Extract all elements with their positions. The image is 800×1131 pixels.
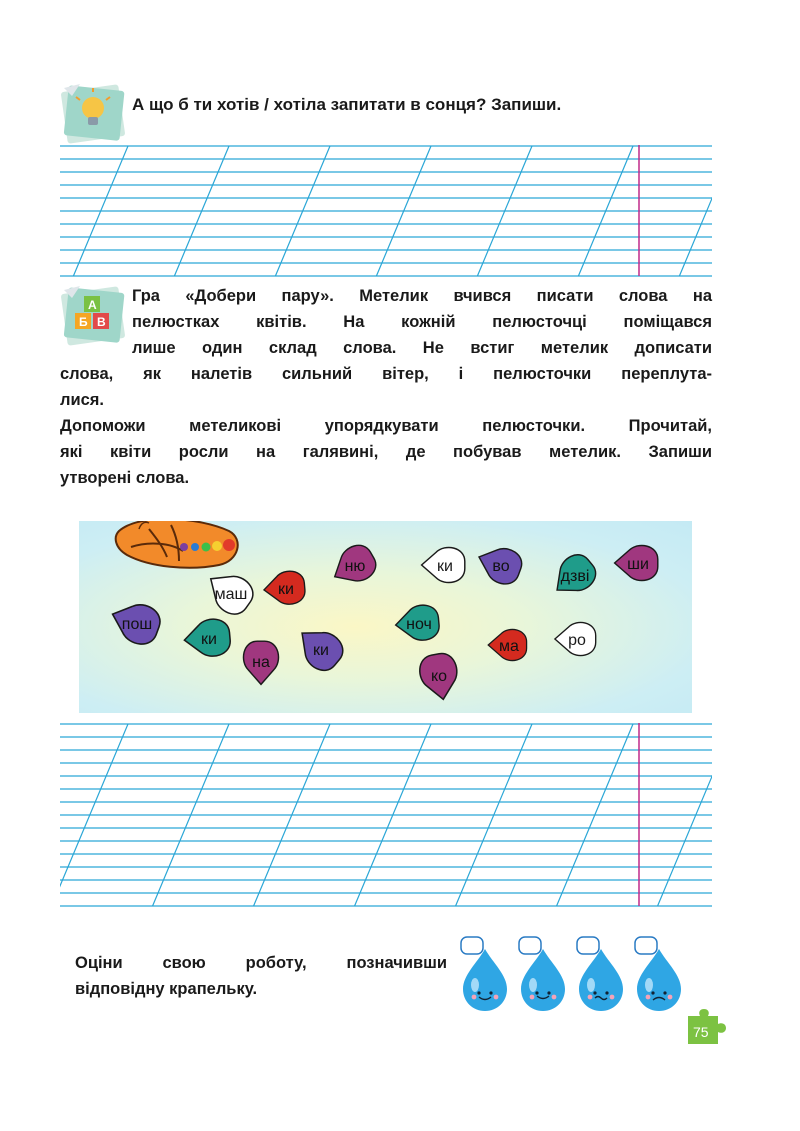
rating-drops (455, 935, 715, 1015)
task2-line-5: лися. (60, 391, 105, 409)
task2-line-1: Гра «Добери пару». Метелик вчився писати слова на (132, 287, 712, 305)
petal-syllable: ноч (406, 616, 432, 633)
drop-body (463, 949, 507, 1011)
petal-puzzle-panel (79, 521, 692, 713)
task2-continuation (60, 361, 712, 491)
task2-line-7: які квіти росли на галявині, де побував метелик. Запиши (60, 443, 712, 461)
petal[interactable] (290, 619, 349, 677)
drop-body (579, 949, 623, 1011)
rating-line-1: Оціни свою роботу, позначивши (75, 954, 447, 972)
petal[interactable] (394, 604, 440, 643)
petal-syllable: дзві (560, 568, 590, 585)
petal[interactable] (326, 540, 381, 592)
task2-line-6: Допоможи метеликові упорядкувати пелюсточки. Прочитай, (60, 417, 712, 435)
drop-body (637, 949, 681, 1011)
drop-body (521, 949, 565, 1011)
self-assessment-text (75, 950, 447, 1002)
petal-syllable: ши (627, 556, 649, 573)
task2-intro (132, 283, 712, 361)
petal-syllable: ки (278, 581, 294, 598)
petal[interactable] (488, 629, 526, 660)
petal[interactable] (473, 541, 526, 589)
petal[interactable] (417, 651, 461, 702)
sad-drop-icon[interactable] (635, 937, 681, 1011)
rating-checkbox[interactable] (461, 937, 483, 954)
petal[interactable] (615, 545, 658, 580)
petal-syllable: маш (214, 586, 248, 603)
rating-checkbox[interactable] (635, 937, 657, 954)
page-number: 75 (693, 1024, 709, 1040)
petal[interactable] (200, 564, 259, 620)
rating-checkbox[interactable] (519, 937, 541, 954)
petal[interactable] (555, 622, 596, 655)
abc-blocks-card-icon (58, 284, 128, 346)
petal[interactable] (422, 547, 465, 582)
task2-line-8: утворені слова. (60, 469, 190, 487)
task1-title: А що б ти хотів / хотіла запитати в сонця? Запиши. (132, 95, 562, 114)
rating-line-2: відповідну крапельку. (75, 980, 258, 998)
smiling-drop-icon[interactable] (519, 937, 565, 1011)
task2-line-2: пелюстках квітів. На кожній пелюсточці поміщався (132, 313, 712, 331)
petal-syllable: пош (121, 616, 153, 633)
petal-syllable: ню (344, 558, 366, 575)
happy-drop-icon[interactable] (461, 937, 507, 1011)
page-number-puzzle (684, 1008, 730, 1048)
rating-checkbox[interactable] (577, 937, 599, 954)
petal[interactable] (183, 618, 232, 659)
writing-lines-1 (60, 145, 712, 271)
task2-line-4: слова, як налетів сильний вітер, і пелюсточки переплута- (60, 365, 712, 383)
lightbulb-card-icon (58, 82, 128, 144)
petal[interactable] (263, 570, 307, 606)
task2-line-3: лише один склад слова. Не встиг метелик дописати (132, 339, 712, 357)
block-letter-v: В (97, 315, 106, 329)
block-letter-a: А (88, 298, 97, 312)
petal-syllable: ки (201, 631, 217, 648)
petal[interactable] (546, 549, 602, 604)
petal-syllable: на (252, 654, 270, 671)
unsure-drop-icon[interactable] (577, 937, 623, 1011)
petal-syllable: во (492, 558, 510, 575)
petal-syllable: ки (313, 642, 329, 659)
petal-syllable: ма (499, 638, 519, 655)
petal[interactable] (243, 641, 278, 684)
butterfly-icon (116, 521, 238, 568)
petal-syllable: ко (430, 668, 448, 685)
petal[interactable] (106, 596, 164, 649)
writing-lines-2 (60, 723, 712, 909)
block-letter-b: Б (79, 315, 88, 329)
petal-syllable: ки (437, 558, 453, 575)
petal-syllable: ро (568, 632, 586, 649)
